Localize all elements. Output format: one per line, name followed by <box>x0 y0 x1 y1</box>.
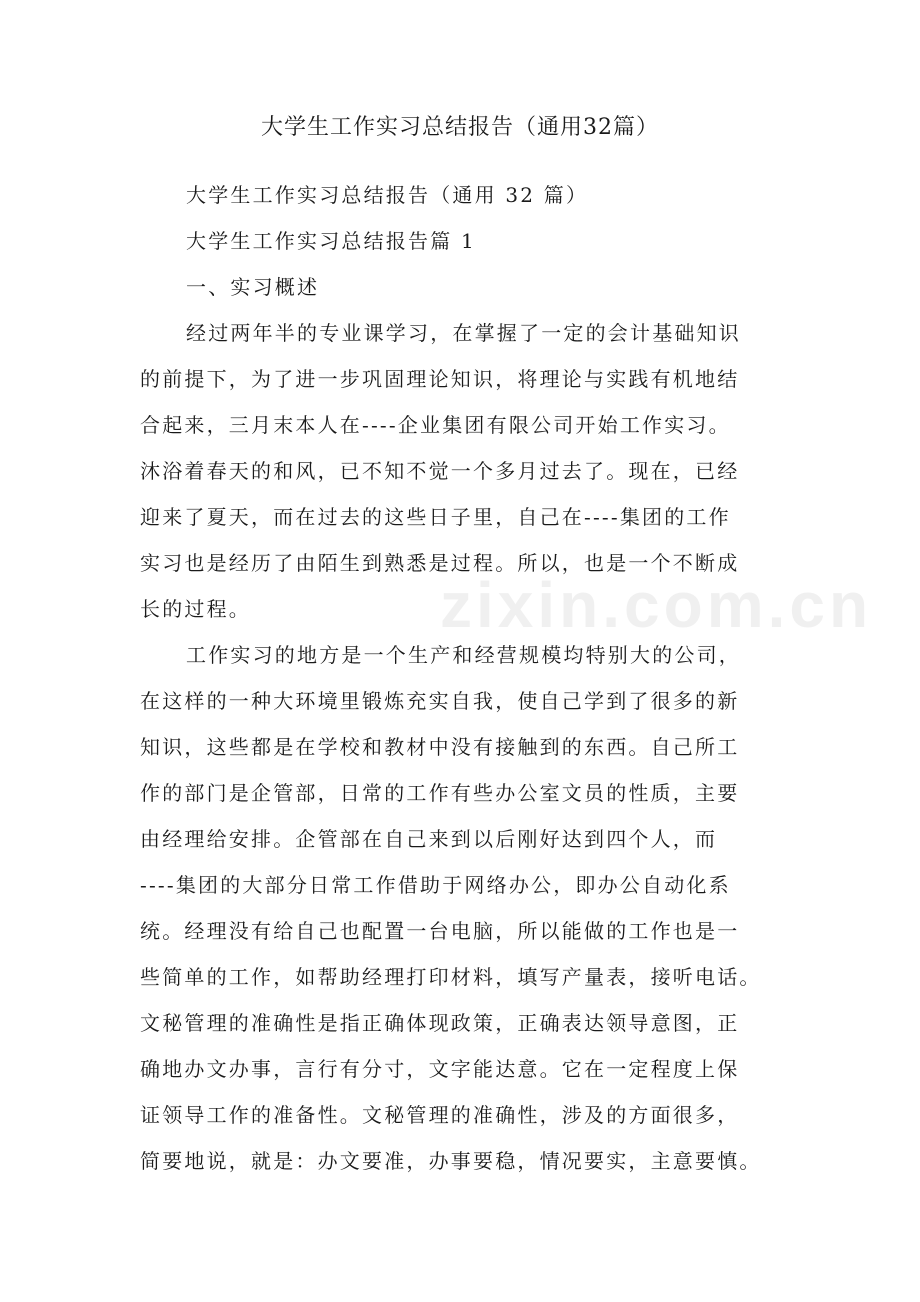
paragraph-line: 沐浴着春天的和风，已不知不觉一个多月过去了。现在，已经 <box>140 459 740 483</box>
paragraph-line: 证领导工作的准备性。文秘管理的准确性，涉及的方面很多， <box>140 1103 740 1127</box>
paragraph-line: 迎来了夏天，而在过去的这些日子里，自己在----集团的工作 <box>140 505 731 529</box>
subtitle-line: 大学生工作实习总结报告（通用 32 篇） <box>186 183 589 207</box>
paragraph-line: 些简单的工作，如帮助经理打印材料，填写产量表，接听电话。 <box>140 965 762 989</box>
paragraph-line: 确地办文办事，言行有分寸，文字能达意。它在一定程度上保 <box>140 1057 740 1081</box>
paragraph-line: 知识，这些都是在学校和教材中没有接触到的东西。自己所工 <box>140 735 740 759</box>
paragraph-line: 合起来，三月末本人在----企业集团有限公司开始工作实习。 <box>140 413 731 437</box>
paragraph-line: 经过两年半的专业课学习，在掌握了一定的会计基础知识 <box>186 321 741 345</box>
paragraph-line: 文秘管理的准确性是指正确体现政策，正确表达领导意图，正 <box>140 1011 740 1035</box>
paragraph-line: 简要地说，就是：办文要准，办事要稳，情况要实，主意要慎。 <box>140 1149 762 1173</box>
subsection-heading: 一、实习概述 <box>186 275 320 299</box>
document-title: 大学生工作实习总结报告（通用32篇） <box>261 115 659 140</box>
paragraph-line: 统。经理没有给自己也配置一台电脑，所以能做的工作也是一 <box>140 919 740 943</box>
paragraph-line: 工作实习的地方是一个生产和经营规模均特别大的公司， <box>186 643 741 667</box>
paragraph-line: 在这样的一种大环境里锻炼充实自我，使自己学到了很多的新 <box>140 689 740 713</box>
paragraph-line: ----集团的大部分日常工作借助于网络办公，即办公自动化系 <box>140 873 731 897</box>
paragraph-line: 由经理给安排。企管部在自己来到以后刚好达到四个人，而 <box>140 827 718 851</box>
paragraph-line: 实习也是经历了由陌生到熟悉是过程。所以，也是一个不断成 <box>140 551 740 575</box>
paragraph-line: 长的过程。 <box>140 597 251 621</box>
paragraph-line: 作的部门是企管部，日常的工作有些办公室文员的性质，主要 <box>140 781 740 805</box>
document-body <box>140 172 790 1184</box>
paragraph-line: 的前提下，为了进一步巩固理论知识，将理论与实践有机地结 <box>140 367 740 391</box>
watermark: zixin.com.cn <box>440 569 873 641</box>
section-heading: 大学生工作实习总结报告篇 1 <box>186 229 476 253</box>
